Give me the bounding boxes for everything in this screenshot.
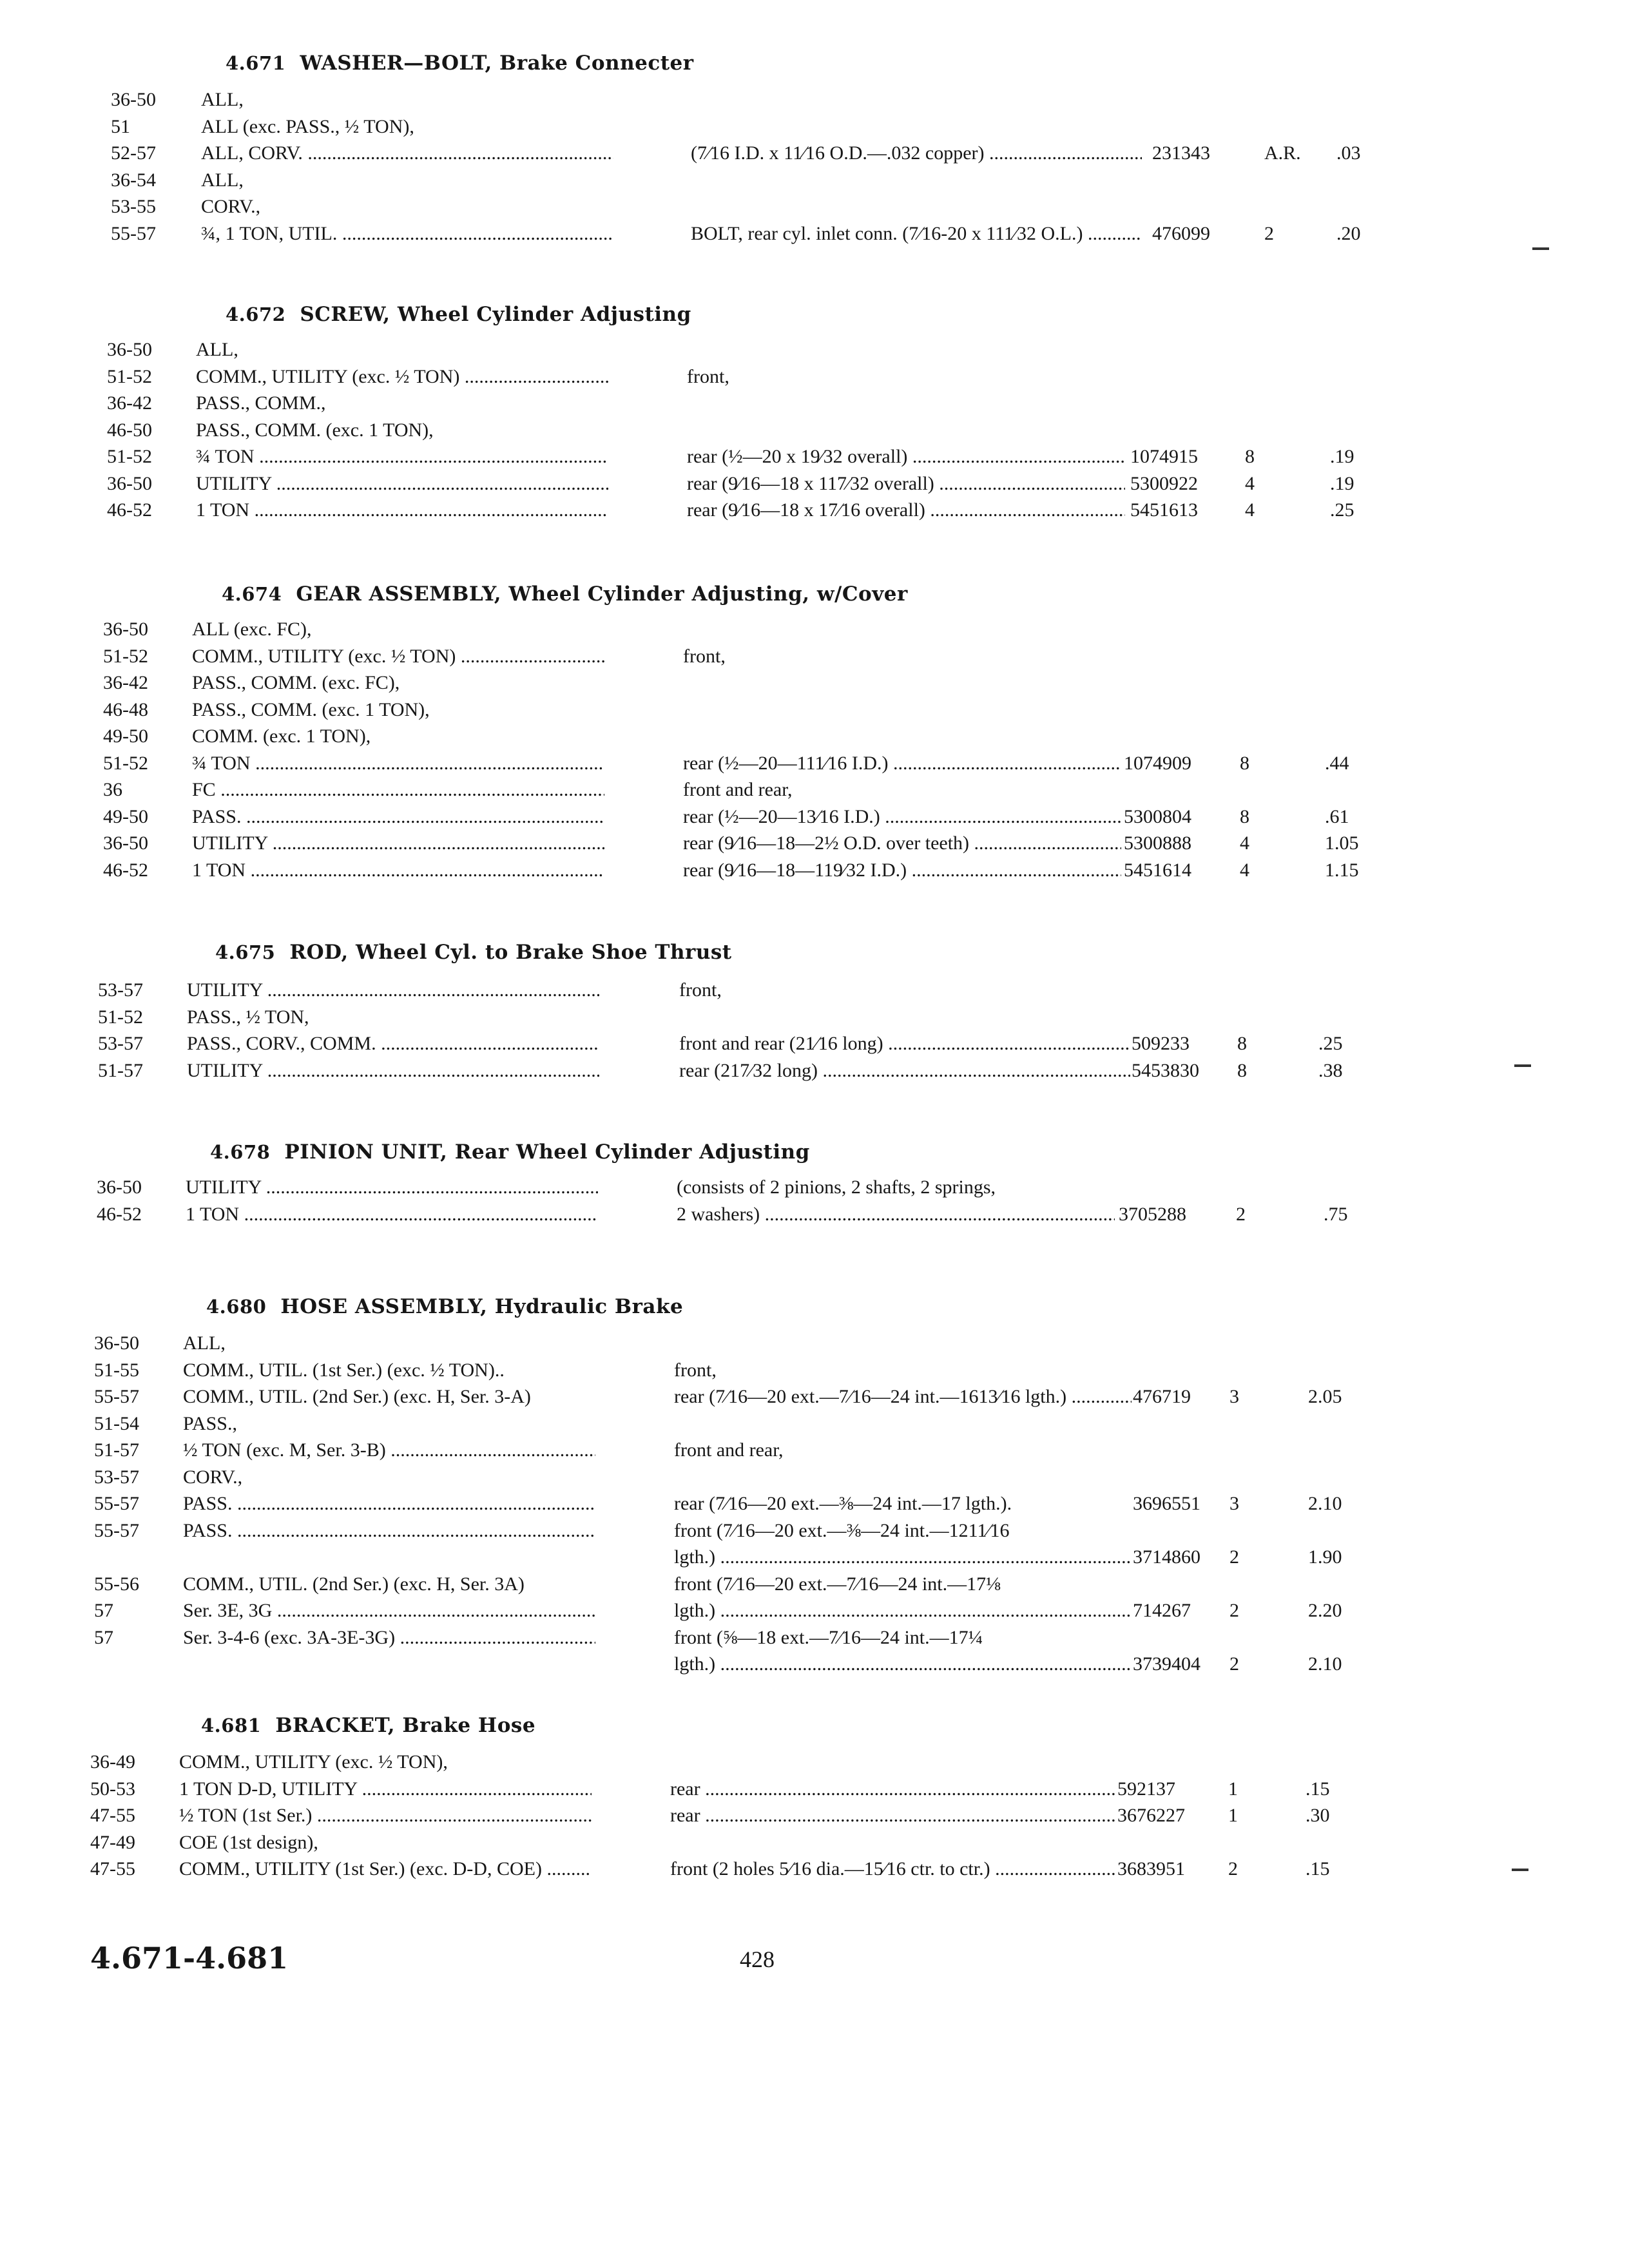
- quantity: 8: [1245, 446, 1255, 467]
- parts-row: [0, 1832, 1547, 1860]
- list-price: 2.10: [1308, 1493, 1342, 1514]
- part-number: 3739404: [1133, 1653, 1200, 1675]
- list-price: .75: [1324, 1203, 1348, 1225]
- parts-row: [0, 1006, 1547, 1035]
- application: 1 TON .....: [186, 1204, 598, 1225]
- section-heading: ROD, Wheel Cyl. to Brake Shoe Thrust: [289, 941, 732, 964]
- quantity: A.R.: [1264, 142, 1301, 164]
- section-number: 4.674: [222, 583, 282, 605]
- model-years: 46-52: [107, 499, 152, 521]
- parts-row: [0, 1439, 1547, 1468]
- model-years: 53-57: [98, 979, 143, 1001]
- part-number: 1074909: [1124, 752, 1191, 774]
- application: COMM., UTIL. (2nd Ser.) (exc. H, Ser. 3A): [183, 1573, 525, 1595]
- parts-row: [0, 499, 1547, 528]
- parts-row: [0, 116, 1547, 144]
- list-price: .15: [1306, 1858, 1330, 1879]
- parts-row: [0, 619, 1547, 647]
- parts-row: [0, 1413, 1547, 1441]
- parts-row: [0, 1332, 1547, 1361]
- quantity: 2: [1229, 1600, 1239, 1621]
- quantity: 2: [1236, 1203, 1246, 1225]
- model-years: 36: [103, 779, 122, 800]
- parts-row: [0, 473, 1547, 501]
- model-years: 51-57: [94, 1439, 139, 1461]
- application: ¾ TON .....: [192, 753, 604, 774]
- model-years: 36-50: [103, 619, 148, 640]
- model-years: 55-56: [94, 1573, 139, 1595]
- section-title: [201, 1714, 535, 1737]
- quantity: 4: [1240, 859, 1249, 881]
- list-price: .30: [1306, 1805, 1330, 1826]
- model-years: 36-50: [97, 1177, 142, 1198]
- model-years: 55-57: [94, 1386, 139, 1407]
- model-years: 51-54: [94, 1412, 139, 1434]
- section-number: 4.671: [226, 52, 286, 74]
- application: ALL (exc. FC),: [192, 619, 312, 640]
- description: front and rear,: [683, 779, 793, 800]
- description: front (⅝—18 ext.—7⁄16—24 int.—17¼: [674, 1626, 983, 1648]
- parts-row: [0, 1627, 1547, 1655]
- list-price: .25: [1330, 499, 1354, 521]
- model-years: 51-52: [107, 446, 152, 467]
- description: rear (½—20—111⁄16 I.D.) .....: [683, 753, 1121, 774]
- description: rear (½—20 x 19⁄32 overall) .....: [687, 446, 1125, 468]
- list-price: .19: [1330, 472, 1354, 494]
- model-years: 47-55: [90, 1805, 135, 1826]
- parts-row: [0, 196, 1547, 224]
- application: PASS. .....: [183, 1520, 595, 1542]
- margin-mark: [1532, 247, 1549, 250]
- description: lgth.) .....: [674, 1600, 1132, 1622]
- parts-row: [0, 646, 1547, 674]
- part-number: 5453830: [1132, 1059, 1199, 1081]
- model-years: 57: [94, 1626, 113, 1648]
- model-years: 46-50: [107, 419, 152, 441]
- part-number: 5300804: [1124, 805, 1191, 827]
- parts-row: [0, 223, 1547, 251]
- application: PASS., CORV., COMM. .....: [187, 1033, 599, 1055]
- part-number: 3696551: [1133, 1493, 1200, 1514]
- model-years: 36-50: [111, 89, 156, 110]
- application: 1 TON .....: [196, 499, 608, 521]
- parts-row: [0, 753, 1547, 781]
- application: ¾, 1 TON, UTIL. .....: [201, 223, 613, 245]
- application: COE (1st design),: [179, 1831, 318, 1853]
- parts-row: [0, 89, 1547, 117]
- application: 1 TON .....: [192, 860, 604, 881]
- application: COMM., UTILITY (exc. ½ TON) .....: [196, 366, 608, 388]
- application: FC .....: [192, 779, 604, 801]
- model-years: 47-55: [90, 1858, 135, 1879]
- model-years: 51-52: [103, 752, 148, 774]
- model-years: 49-50: [103, 805, 148, 827]
- quantity: 4: [1240, 832, 1249, 854]
- list-price: .25: [1318, 1033, 1343, 1054]
- description: rear .....: [670, 1805, 1115, 1827]
- part-number: 476099: [1152, 222, 1210, 244]
- application: UTILITY .....: [192, 832, 604, 854]
- quantity: 4: [1245, 499, 1255, 521]
- description: front,: [687, 365, 729, 387]
- quantity: 8: [1240, 805, 1249, 827]
- description: rear (217⁄32 long) .....: [679, 1060, 1130, 1082]
- model-years: 51-52: [98, 1006, 143, 1028]
- list-price: 1.90: [1308, 1546, 1342, 1568]
- part-number: 3714860: [1133, 1546, 1200, 1568]
- section-number: 4.680: [206, 1296, 267, 1318]
- parts-row: [0, 779, 1547, 807]
- section-heading: BRACKET, Brake Hose: [275, 1714, 536, 1737]
- model-years: 47-49: [90, 1831, 135, 1853]
- parts-row: [0, 1751, 1547, 1780]
- parts-row: [0, 1386, 1547, 1414]
- part-number: 231343: [1152, 142, 1210, 164]
- application: UTILITY .....: [187, 1060, 599, 1082]
- parts-row: [0, 1177, 1547, 1205]
- parts-row: [0, 860, 1547, 888]
- model-years: 53-55: [111, 196, 156, 217]
- parts-row: [0, 832, 1547, 861]
- list-price: .38: [1318, 1059, 1343, 1081]
- part-number: 592137: [1117, 1778, 1175, 1800]
- section-heading: GEAR ASSEMBLY, Wheel Cylinder Adjusting, w/Cover: [296, 582, 908, 606]
- parts-row: [0, 1573, 1547, 1602]
- section-number: 4.675: [215, 941, 276, 963]
- description: front (7⁄16—20 ext.—7⁄16—24 int.—17⅛: [674, 1573, 1001, 1595]
- section-title: [210, 1140, 810, 1164]
- application: COMM., UTIL. (2nd Ser.) (exc. H, Ser. 3-A): [183, 1386, 531, 1407]
- parts-row: [0, 1033, 1547, 1061]
- application: COMM. (exc. 1 TON),: [192, 726, 371, 747]
- application: PASS., COMM. (exc. 1 TON),: [196, 419, 434, 441]
- parts-row: [0, 1204, 1547, 1232]
- model-years: 36-42: [103, 672, 148, 693]
- parts-row: [0, 339, 1547, 367]
- application: ALL (exc. PASS., ½ TON),: [201, 115, 414, 137]
- model-years: 49-50: [103, 726, 148, 747]
- parts-row: [0, 142, 1547, 171]
- parts-row: [0, 1493, 1547, 1521]
- application: ALL,: [201, 169, 244, 191]
- quantity: 3: [1229, 1386, 1239, 1407]
- model-years: 50-53: [90, 1778, 135, 1800]
- margin-mark: [1514, 1064, 1531, 1067]
- description: front and rear (21⁄16 long) .....: [679, 1033, 1130, 1055]
- list-price: .44: [1325, 752, 1349, 774]
- application: 1 TON D-D, UTILITY .....: [179, 1778, 592, 1800]
- model-years: 53-57: [94, 1466, 139, 1488]
- model-years: 51: [111, 115, 130, 137]
- description: front (2 holes 5⁄16 dia.—15⁄16 ctr. to ctr.) .....: [670, 1858, 1115, 1880]
- part-number: 5451614: [1124, 859, 1191, 881]
- section-title: [215, 941, 732, 964]
- section-number: 4.681: [201, 1715, 262, 1736]
- description: front,: [683, 645, 726, 667]
- parts-row: [0, 1858, 1547, 1887]
- page-number: 428: [740, 1946, 775, 1972]
- model-years: 57: [94, 1600, 113, 1621]
- model-years: 36-50: [107, 339, 152, 360]
- section-heading: HOSE ASSEMBLY, Hydraulic Brake: [280, 1295, 684, 1318]
- model-years: 46-52: [97, 1203, 142, 1225]
- model-years: 36-50: [94, 1332, 139, 1354]
- model-years: 55-57: [94, 1493, 139, 1514]
- description: front,: [674, 1359, 717, 1381]
- description: (7⁄16 I.D. x 11⁄16 O.D.—.032 copper) .....: [691, 142, 1142, 164]
- part-number: 1074915: [1130, 446, 1198, 467]
- application: CORV.,: [183, 1466, 243, 1488]
- application: UTILITY .....: [196, 473, 608, 495]
- application: PASS., COMM. (exc. FC),: [192, 672, 400, 693]
- model-years: 46-52: [103, 859, 148, 881]
- section-title: [222, 582, 908, 606]
- section-title: [226, 52, 694, 75]
- application: PASS. .....: [183, 1493, 595, 1515]
- list-price: .20: [1336, 222, 1361, 244]
- model-years: 36-54: [111, 169, 156, 191]
- application: ½ TON (1st Ser.) .....: [179, 1805, 592, 1827]
- application: ¾ TON .....: [196, 446, 608, 468]
- parts-row: [0, 1520, 1547, 1548]
- application: ALL,: [196, 339, 238, 360]
- part-number: 476719: [1133, 1386, 1191, 1407]
- parts-row: [0, 806, 1547, 834]
- application: COMM., UTIL. (1st Ser.) (exc. ½ TON)..: [183, 1359, 505, 1381]
- parts-row: [0, 366, 1547, 394]
- parts-row: [0, 1805, 1547, 1833]
- parts-row: [0, 392, 1547, 421]
- model-years: 55-57: [111, 222, 156, 244]
- application: Ser. 3E, 3G .....: [183, 1600, 595, 1622]
- parts-row: [0, 446, 1547, 474]
- application: ALL, CORV. .....: [201, 142, 613, 164]
- description: rear (½—20—13⁄16 I.D.) .....: [683, 806, 1121, 828]
- part-number: 5451613: [1130, 499, 1198, 521]
- section-heading: PINION UNIT, Rear Wheel Cylinder Adjusting: [284, 1140, 810, 1164]
- section-number: 4.678: [210, 1141, 271, 1163]
- description: rear (7⁄16—20 ext.—⅜—24 int.—17 lgth.).: [674, 1493, 1012, 1514]
- description: lgth.) .....: [674, 1546, 1132, 1568]
- part-number: 5300888: [1124, 832, 1191, 854]
- description: rear (9⁄16—18 x 17⁄16 overall) .....: [687, 499, 1125, 521]
- list-price: 2.10: [1308, 1653, 1342, 1675]
- description: rear (9⁄16—18—119⁄32 I.D.) .....: [683, 860, 1121, 881]
- list-price: .61: [1325, 805, 1349, 827]
- part-number: 509233: [1132, 1033, 1190, 1054]
- model-years: 52-57: [111, 142, 156, 164]
- parts-row: [0, 1466, 1547, 1495]
- quantity: 2: [1229, 1653, 1239, 1675]
- quantity: 8: [1237, 1033, 1247, 1054]
- part-number: 714267: [1133, 1600, 1191, 1621]
- application: PASS., ½ TON,: [187, 1006, 309, 1028]
- application: ALL,: [183, 1332, 226, 1354]
- application: ALL,: [201, 89, 244, 110]
- model-years: 36-42: [107, 392, 152, 414]
- application: UTILITY .....: [186, 1177, 598, 1198]
- description: front,: [679, 979, 722, 1001]
- section-title: [206, 1295, 683, 1318]
- section-number: 4.672: [226, 303, 286, 325]
- part-number: 5300922: [1130, 472, 1198, 494]
- description: BOLT, rear cyl. inlet conn. (7⁄16-20 x 111⁄32 O.L.) .....: [691, 223, 1142, 245]
- list-price: 1.15: [1325, 859, 1359, 881]
- list-price: 2.20: [1308, 1600, 1342, 1621]
- model-years: 46-48: [103, 698, 148, 720]
- application: PASS., COMM. (exc. 1 TON),: [192, 698, 430, 720]
- model-years: 36-50: [103, 832, 148, 854]
- description: rear (9⁄16—18—2½ O.D. over teeth) .....: [683, 832, 1121, 854]
- list-price: .15: [1306, 1778, 1330, 1800]
- description: lgth.) .....: [674, 1653, 1132, 1675]
- part-number: 3683951: [1117, 1858, 1185, 1879]
- quantity: 1: [1228, 1805, 1238, 1826]
- application: UTILITY .....: [187, 979, 599, 1001]
- parts-row: [0, 169, 1547, 198]
- list-price: .03: [1336, 142, 1361, 164]
- section-title: [226, 303, 691, 326]
- description: rear (7⁄16—20 ext.—7⁄16—24 int.—1613⁄16 lgth.) .....: [674, 1386, 1132, 1408]
- description: (consists of 2 pinions, 2 shafts, 2 springs,: [677, 1177, 996, 1198]
- description: front (7⁄16—20 ext.—⅜—24 int.—1211⁄16: [674, 1519, 1010, 1541]
- application: COMM., UTILITY (1st Ser.) (exc. D-D, COE) .....: [179, 1858, 592, 1880]
- parts-row: [0, 1546, 1547, 1575]
- section-heading: WASHER—BOLT, Brake Connecter: [300, 52, 694, 75]
- parts-row: [0, 1600, 1547, 1628]
- model-years: 36-49: [90, 1751, 135, 1773]
- part-number: 3676227: [1117, 1805, 1185, 1826]
- description: 2 washers) .....: [677, 1204, 1115, 1225]
- parts-row: [0, 979, 1547, 1008]
- application: PASS.,: [183, 1412, 237, 1434]
- part-number: 3705288: [1119, 1203, 1186, 1225]
- quantity: 4: [1245, 472, 1255, 494]
- parts-row: [0, 1360, 1547, 1388]
- parts-row: [0, 1778, 1547, 1807]
- model-years: 51-52: [103, 645, 148, 667]
- model-years: 53-57: [98, 1033, 143, 1054]
- section-heading: SCREW, Wheel Cylinder Adjusting: [300, 303, 691, 326]
- parts-row: [0, 672, 1547, 700]
- description: rear .....: [670, 1778, 1115, 1800]
- description: rear (9⁄16—18 x 117⁄32 overall) .....: [687, 473, 1125, 495]
- model-years: 36-50: [107, 472, 152, 494]
- quantity: 8: [1237, 1059, 1247, 1081]
- application: PASS. .....: [192, 806, 604, 828]
- parts-row: [0, 419, 1547, 448]
- application: Ser. 3-4-6 (exc. 3A-3E-3G) .....: [183, 1627, 595, 1649]
- application: CORV.,: [201, 196, 261, 217]
- quantity: 2: [1264, 222, 1274, 244]
- model-years: 55-57: [94, 1519, 139, 1541]
- model-years: 51-52: [107, 365, 152, 387]
- application: PASS., COMM.,: [196, 392, 326, 414]
- description: front and rear,: [674, 1439, 784, 1461]
- application: COMM., UTILITY (exc. ½ TON) .....: [192, 646, 604, 668]
- list-price: 2.05: [1308, 1386, 1342, 1407]
- parts-row: [0, 1653, 1547, 1682]
- quantity: 1: [1228, 1778, 1238, 1800]
- quantity: 2: [1228, 1858, 1238, 1879]
- model-years: 51-57: [98, 1059, 143, 1081]
- parts-row: [0, 726, 1547, 754]
- list-price: 1.05: [1325, 832, 1359, 854]
- application: COMM., UTILITY (exc. ½ TON),: [179, 1751, 448, 1773]
- list-price: .19: [1330, 446, 1354, 467]
- margin-mark: [1512, 1869, 1528, 1871]
- quantity: 3: [1229, 1493, 1239, 1514]
- parts-row: [0, 699, 1547, 727]
- page-range-label: 4.671-4.681: [90, 1941, 289, 1975]
- quantity: 2: [1229, 1546, 1239, 1568]
- model-years: 51-55: [94, 1359, 139, 1381]
- application: ½ TON (exc. M, Ser. 3-B) .....: [183, 1439, 595, 1461]
- quantity: 8: [1240, 752, 1249, 774]
- parts-row: [0, 1060, 1547, 1088]
